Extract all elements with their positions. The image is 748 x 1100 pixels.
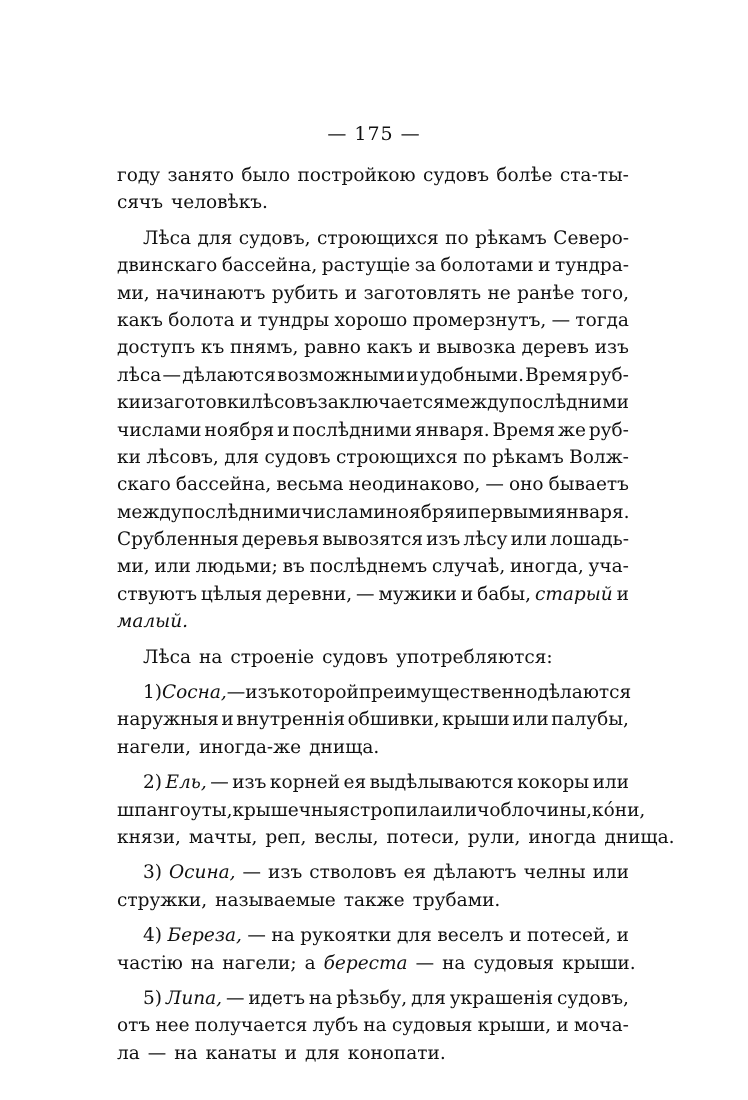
text-line — [117, 1012, 629, 1039]
word: 4) — [143, 925, 162, 947]
word: потесей, — [526, 925, 612, 947]
word: или — [592, 772, 629, 794]
text-line — [117, 444, 629, 471]
word: веслы, — [314, 826, 379, 848]
word: моча- — [573, 1015, 629, 1037]
word: береста — [323, 952, 408, 974]
word: и — [616, 583, 629, 605]
word: ноября — [385, 501, 456, 523]
word: по — [463, 446, 487, 468]
word: частію — [117, 952, 183, 974]
word: равно — [304, 337, 361, 359]
word: нее — [155, 1015, 190, 1037]
text-line — [117, 162, 629, 189]
word: деревни, — [266, 583, 353, 605]
word: судовъ — [322, 646, 389, 668]
word: за — [414, 255, 436, 277]
word: тундра- — [555, 255, 629, 277]
word: Срубленныя — [117, 529, 239, 551]
word: наружныя — [117, 709, 219, 731]
word: вывозка — [436, 337, 516, 359]
word: на — [308, 987, 333, 1009]
word: корней — [269, 772, 341, 794]
word: и — [538, 255, 551, 277]
word: — — [356, 583, 375, 605]
word: судовъ, — [238, 227, 311, 249]
text-line — [117, 922, 629, 949]
word: иногда-же — [198, 736, 302, 758]
word: руб- — [588, 419, 629, 441]
word: преимущественно — [358, 682, 538, 704]
word: судовъ — [423, 165, 489, 186]
word: того, — [580, 282, 629, 304]
text-line — [117, 307, 629, 334]
text-line — [117, 252, 629, 279]
word: реп, — [265, 826, 307, 848]
word: и — [221, 709, 234, 731]
word: или — [440, 799, 478, 821]
word: бассейна, — [221, 255, 318, 277]
word: на — [442, 952, 466, 974]
word: на — [190, 952, 215, 974]
word: днища. — [604, 826, 675, 848]
word: бываетъ — [548, 474, 629, 496]
word: лубъ — [312, 1015, 359, 1037]
word: промерзнутъ, — [412, 309, 547, 331]
word: растущіе — [321, 255, 411, 277]
word: ки — [117, 446, 141, 468]
word: лошадь- — [550, 529, 629, 551]
text-line — [117, 189, 629, 216]
word: крыши — [442, 709, 510, 731]
word: лѣсу — [463, 529, 508, 551]
word: Время — [525, 364, 588, 386]
word: на — [363, 1015, 387, 1037]
word: на — [271, 925, 295, 947]
word: и — [284, 1042, 297, 1064]
word: — — [247, 925, 266, 947]
word: ки — [117, 392, 141, 414]
text-line — [117, 389, 629, 416]
word: уча- — [588, 556, 629, 578]
word: судовыя — [391, 1015, 473, 1037]
word: 5) — [143, 987, 162, 1009]
word: начинаютъ — [156, 282, 266, 304]
word: числами — [117, 419, 202, 441]
word: первыми — [467, 501, 555, 523]
word: на — [198, 646, 223, 668]
word: деревья — [241, 529, 320, 551]
word: изъ — [594, 337, 629, 359]
word: ми, — [117, 282, 150, 304]
text-line — [117, 362, 629, 389]
word: и — [616, 925, 629, 947]
word: также — [343, 889, 405, 911]
word: крыши. — [562, 952, 636, 974]
word: возможными — [277, 364, 406, 386]
word: шпангоуты, — [117, 799, 233, 821]
word: судовыя — [473, 952, 555, 974]
word: не — [487, 282, 511, 304]
word: рѣзьбу, — [336, 987, 408, 1009]
word: тундры — [257, 309, 330, 331]
word: болотами — [440, 255, 534, 277]
word: дѣлаются — [182, 364, 276, 386]
word: ста-ты- — [559, 165, 629, 186]
word: бассейна, — [175, 474, 272, 496]
word: Северо- — [553, 227, 629, 249]
word: деревъ — [521, 337, 589, 359]
word: людьми; — [195, 556, 278, 578]
word: неодинаково, — [348, 474, 481, 496]
word: и — [406, 364, 419, 386]
word: января. — [414, 419, 490, 441]
word: Лѣса — [143, 646, 191, 668]
word: крыши, — [477, 1015, 552, 1037]
word: для — [197, 227, 233, 249]
word: потеси, — [386, 826, 460, 848]
word: изъ — [268, 862, 303, 884]
text-line — [117, 471, 629, 498]
word: — — [225, 987, 245, 1009]
word: судовъ, — [557, 987, 629, 1009]
word: — — [242, 862, 262, 884]
word: послѣдними — [181, 501, 302, 523]
word: 1) — [143, 682, 162, 704]
word: и — [140, 392, 154, 414]
word: пнямъ, — [230, 337, 299, 359]
word: обшивки, — [347, 709, 440, 731]
word: и — [556, 1015, 569, 1037]
word: же — [557, 419, 586, 441]
word: дѣлаютъ — [433, 862, 517, 884]
word: малый. — [117, 611, 189, 633]
word: ствуютъ — [117, 583, 198, 605]
word: января. — [554, 501, 630, 523]
word: между — [444, 392, 510, 414]
word: числами — [301, 501, 386, 523]
word: оно — [508, 474, 544, 496]
word: мачты, — [188, 826, 258, 848]
text-line — [117, 734, 629, 761]
word: рукоятки — [300, 925, 392, 947]
text-line — [117, 553, 629, 580]
word: крышечныя — [232, 799, 350, 821]
word: челны — [523, 862, 586, 884]
word: нагели; — [222, 952, 297, 974]
word: употребляются: — [396, 646, 553, 668]
word: между — [117, 501, 182, 523]
word: какъ — [366, 337, 413, 359]
word: внутреннія — [236, 709, 346, 731]
word: палубы, — [551, 709, 629, 731]
word: для — [411, 987, 446, 1009]
word: судовъ — [264, 446, 331, 468]
word: или — [154, 556, 191, 578]
word: а — [304, 952, 316, 974]
word: Ель, — [165, 772, 207, 794]
text-line — [117, 887, 629, 914]
word: или — [510, 529, 548, 551]
word: сячъ — [117, 192, 164, 214]
word: лѣсовъ — [251, 392, 318, 414]
word: дѣлаются — [537, 682, 632, 704]
word: хорошо — [334, 309, 408, 331]
text-line — [117, 824, 675, 851]
text-line — [117, 417, 629, 444]
word: какъ — [117, 309, 163, 331]
word: рубить — [271, 282, 339, 304]
word: въ — [282, 556, 305, 578]
word: украшенія — [449, 987, 554, 1009]
word: занято — [167, 165, 234, 186]
word: тогда — [575, 309, 629, 331]
word: и — [460, 583, 474, 605]
word: къ — [200, 337, 225, 359]
word: строющихся — [317, 227, 439, 249]
word: болѣе — [496, 165, 553, 186]
word: ея — [343, 772, 367, 794]
word: лѣса — [117, 364, 162, 386]
text-line — [117, 499, 629, 526]
text-line — [117, 526, 629, 553]
word: по — [445, 227, 469, 249]
text-line — [117, 797, 646, 824]
word: цѣлыя — [200, 583, 263, 605]
word: болота — [168, 309, 235, 331]
word: нагели, — [117, 736, 191, 758]
text-line — [117, 280, 629, 307]
word: Время — [492, 419, 555, 441]
word: послѣдними — [292, 419, 412, 441]
word: иногда — [528, 826, 597, 848]
word: изъ — [426, 529, 461, 551]
word: для — [304, 1042, 340, 1064]
word: строющихся — [335, 446, 458, 468]
text-line — [117, 985, 629, 1012]
word: или — [512, 709, 549, 731]
word: заготовки — [153, 392, 251, 414]
word: двинскаго — [117, 255, 218, 277]
word: Береза, — [167, 925, 242, 947]
word: получается — [194, 1015, 308, 1037]
word: чоблочины, — [477, 799, 593, 821]
word: стружки, — [117, 889, 208, 911]
page-number: — 175 — — [327, 123, 421, 145]
word: князи, — [117, 826, 181, 848]
word: конопати. — [347, 1042, 446, 1064]
word: — — [551, 309, 571, 331]
word: для — [397, 925, 432, 947]
word: ми, — [117, 556, 150, 578]
word: рули, — [467, 826, 521, 848]
word: заключается — [317, 392, 445, 414]
word: строеніе — [230, 646, 315, 668]
word: удобными. — [419, 364, 524, 386]
word: руб- — [588, 364, 629, 386]
word: постройкою — [297, 165, 416, 186]
text-line — [117, 581, 629, 608]
word: заготовлять — [363, 282, 482, 304]
word: трубами. — [412, 889, 501, 911]
word: ея — [403, 862, 427, 884]
word: выдѣлываются — [369, 772, 514, 794]
word: — — [162, 364, 181, 386]
word: и — [455, 501, 468, 523]
text-line — [117, 334, 629, 361]
word: человѣкъ. — [171, 192, 268, 214]
word: Осина, — [169, 862, 236, 884]
word: Липа, — [165, 987, 223, 1009]
word: кóни, — [592, 799, 646, 821]
word: стропила — [349, 799, 441, 821]
text-line — [117, 608, 629, 635]
word: и — [277, 419, 290, 441]
text-line — [117, 769, 629, 796]
page-body-text — [117, 162, 675, 1067]
word: скаго — [117, 474, 171, 496]
word: ранѣе — [517, 282, 575, 304]
word: которой — [279, 682, 359, 704]
word: канаты — [205, 1042, 277, 1064]
word: или — [592, 862, 629, 884]
word: 3) — [143, 862, 162, 884]
word: веселъ — [437, 925, 504, 947]
word: днища. — [309, 736, 380, 758]
word: на — [174, 1042, 198, 1064]
word: изъ — [245, 682, 280, 704]
word: ла — [117, 1042, 140, 1064]
text-line — [117, 644, 629, 671]
word: рѣкамъ — [475, 227, 547, 249]
word: иногда, — [509, 556, 584, 578]
text-line — [117, 1040, 629, 1067]
word: и — [344, 282, 358, 304]
word: 2) — [143, 772, 162, 794]
word: Лѣса — [143, 227, 191, 249]
word: и — [418, 337, 431, 359]
word: называемые — [215, 889, 336, 911]
word: весьма — [276, 474, 344, 496]
word: Сосна, — [162, 682, 227, 704]
word: для — [224, 446, 260, 468]
word: стволовъ — [309, 862, 397, 884]
word: идетъ — [248, 987, 305, 1009]
word: — — [210, 772, 229, 794]
word: и — [240, 309, 253, 331]
word: послѣднемъ — [309, 556, 428, 578]
word: случаѣ, — [431, 556, 506, 578]
word: Волж- — [569, 446, 629, 468]
word: было — [241, 165, 291, 186]
word: рѣкамъ — [491, 446, 564, 468]
word: лѣсовъ, — [146, 446, 219, 468]
word: вывозятся — [322, 529, 423, 551]
text-line — [117, 679, 632, 706]
text-line — [117, 859, 629, 886]
word: старый — [534, 583, 613, 605]
word: ноября — [204, 419, 275, 441]
word: бабы, — [477, 583, 532, 605]
word: — — [415, 952, 435, 974]
word: — — [147, 1042, 167, 1064]
word: — — [226, 682, 246, 704]
word: изъ — [232, 772, 267, 794]
word: отъ — [117, 1015, 151, 1037]
text-line — [117, 225, 629, 252]
text-line — [117, 950, 636, 977]
word: кокоры — [517, 772, 590, 794]
word: доступъ — [117, 337, 196, 359]
text-line — [117, 706, 629, 733]
word: и — [509, 925, 522, 947]
word: мужики — [378, 583, 457, 605]
word: — — [485, 474, 504, 496]
word: году — [117, 165, 161, 186]
word: послѣдними — [509, 392, 629, 414]
